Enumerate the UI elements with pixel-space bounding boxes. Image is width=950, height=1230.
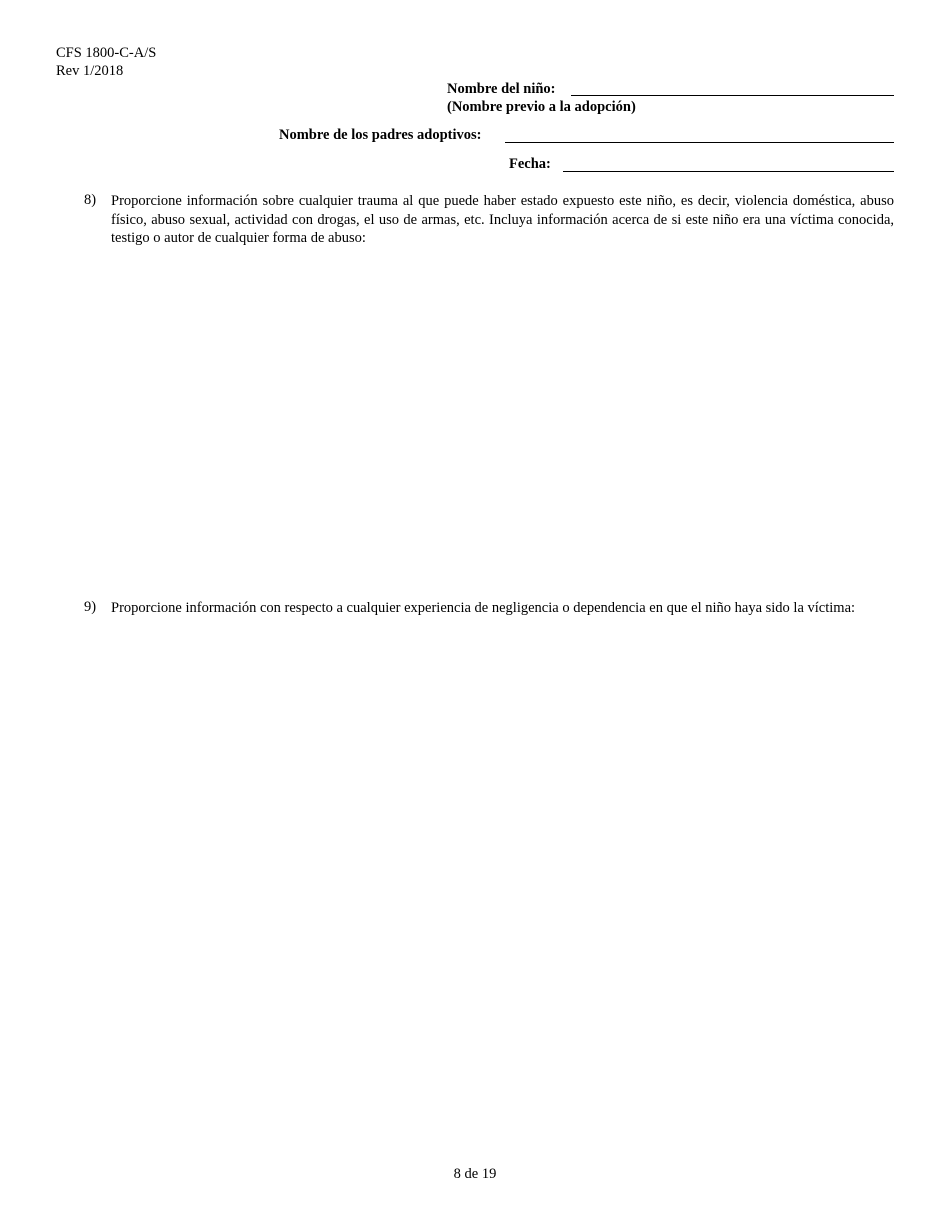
question-8-answer-area[interactable]: [111, 252, 894, 587]
question-9: [84, 599, 894, 618]
form-revision: Rev 1/2018: [56, 63, 124, 79]
child-name-field[interactable]: [571, 95, 894, 96]
form-number: CFS 1800-C-A/S: [56, 45, 157, 61]
question-8: [84, 192, 894, 248]
question-9-text: Proporcione información con respecto a cualquier experiencia de negligencia o dependencia en que el niño haya sido la víctima:: [111, 600, 856, 616]
form-identifier: [56, 44, 156, 80]
adoptive-parents-field[interactable]: [505, 142, 894, 143]
question-9-number: 9): [84, 599, 97, 615]
question-8-number: 8): [84, 192, 97, 208]
question-9-answer-area[interactable]: [111, 642, 894, 1152]
question-8-text: Proporcione información sobre cualquier trauma al que puede haber estado expuesto este niño, es decir, violencia doméstica, abuso físico, abuso sexual, actividad con drogas, el uso de armas, etc. Incluya información acerca de si este niño era una víctima conocida, testigo o autor de cualquier forma de abuso:: [111, 193, 894, 246]
page-number: 8 de 19: [453, 1166, 497, 1182]
adoptive-parents-label: Nombre de los padres adoptivos:: [279, 127, 482, 143]
date-label: Fecha:: [509, 156, 551, 172]
child-name-label: Nombre del niño:: [447, 81, 556, 97]
date-field[interactable]: [563, 171, 894, 172]
child-name-note: (Nombre previo a la adopción): [447, 99, 636, 115]
